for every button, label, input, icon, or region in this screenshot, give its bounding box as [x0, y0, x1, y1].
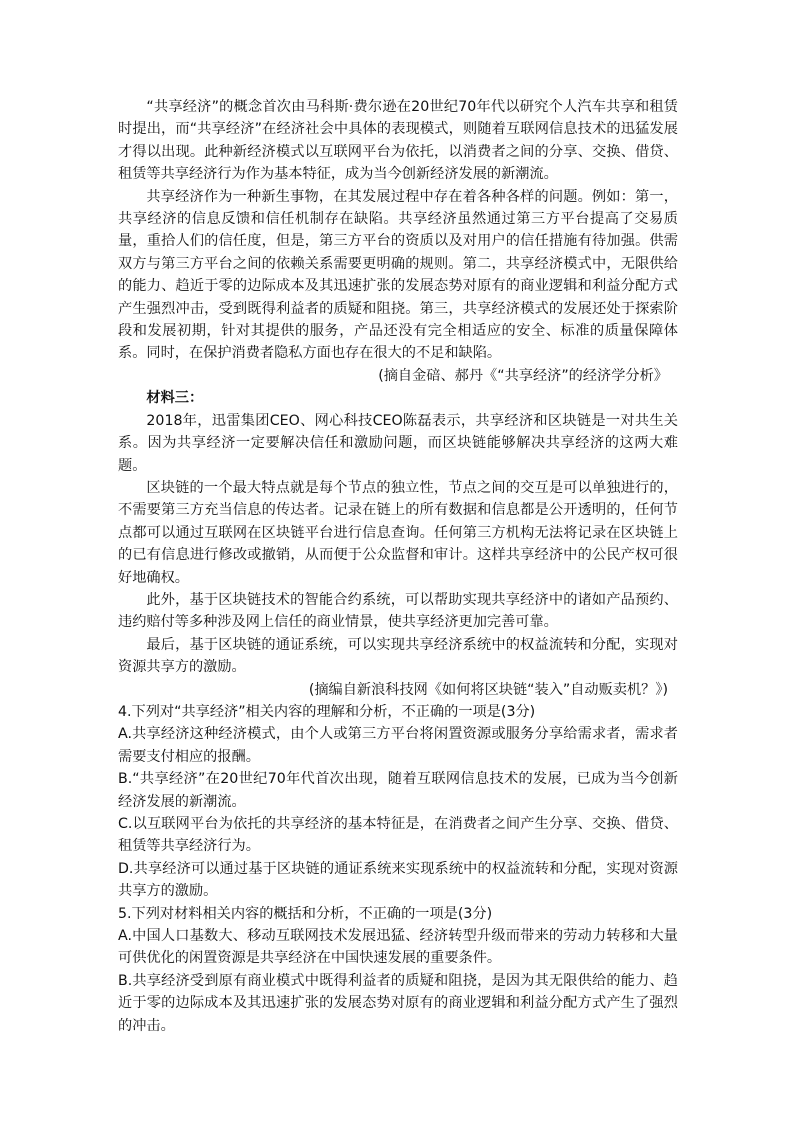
material3-source: (摘编自新浪科技网《如何将区块链“装入”自动贩卖机？》): [308, 681, 668, 698]
question-4-option-b: B.“共享经济”在20世纪70年代首次出现，随着互联网信息技术的发展，已成为当今创新经济发展的新潮流。: [118, 771, 678, 810]
material3-heading: 材料三：: [146, 390, 204, 407]
material3-paragraph-4: 最后，基于区块链的通证系统，可以实现共享经济系统中的权益流转和分配，实现对资源共享方的激励。: [118, 636, 678, 676]
material3-paragraph-1: 2018年，迅雷集团CEO、网心科技CEO陈磊表示，共享经济和区块链是一对共生关系。因为共享经济一定要解决信任和激励问题，而区块链能够解决共享经济的这两大难题。: [118, 412, 678, 474]
material3-paragraph-3: 此外，基于区块链技术的智能合约系统，可以帮助实现共享经济中的诸如产品预约、违约赔付等多种涉及网上信任的商业情景，使共享经济更加完善可靠。: [118, 591, 678, 631]
question-5-option-b: B.共享经济受到原有商业模式中既得利益者的质疑和阻挠，是因为其无限供给的能力、趋近于零的边际成本及其迅速扩张的发展态势对原有的商业逻辑和利益分配方式产生了强烈的冲击。: [118, 972, 678, 1034]
document-page: [118, 96, 678, 1037]
material2-source: (摘自金碚、郝丹《“共享经济”的经济学分析》: [378, 367, 668, 384]
material3-paragraph-2: 区块链的一个最大特点就是每个节点的独立性，节点之间的交互是可以单独进行的，不需要第三方充当信息的传达者。记录在链上的所有数据和信息都是公开透明的，任何节点都可以通过互联网在区块链平台进行信息查询。任何第三方机构无法将记录在区块链上的已有信息进行修改或撤销，从而便于公众监督和审计。这样共享经济中的公民产权可很好地确权。: [118, 479, 678, 586]
question-4-option-a: A.共享经济这种经济模式，由个人或第三方平台将闲置资源或服务分享给需求者，需求者需要支付相应的报酬。: [118, 726, 678, 765]
material2-paragraph-1: “共享经济”的概念首次由马科斯·费尔逊在20世纪70年代以研究个人汽车共享和租赁时提出，而“共享经济”在经济社会中具体的表现模式，则随着互联网信息技术的迅猛发展才得以出现。此种新经济模式以互联网平台为依托，以消费者之间的分享、交换、借贷、租赁等共享经济行为作为基本特征，成为当今创新经济发展的新潮流。: [118, 99, 678, 183]
material2-paragraph-2: 共享经济作为一种新生事物，在其发展过程中存在着各种各样的问题。例如：第一，共享经济的信息反馈和信任机制存在缺陷。共享经济虽然通过第三方平台提高了交易质量，重拾人们的信任度，但是，第三方平台的资质以及对用户的信任措施有待加强。供需双方与第三方平台之间的依赖关系需要更明确的规则。第二，共享经济模式中，无限供给的能力、趋近于零的边际成本及其迅速扩张的发展态势对原有的商业逻辑和利益分配方式产生强烈冲击，受到既得利益者的质疑和阻挠。第三，共享经济模式的发展还处于探索阶段和发展初期，针对其提供的服务，产品还没有完全相适应的安全、标准的质量保障体系。同时，在保护消费者隐私方面也存在很大的不足和缺陷。: [118, 188, 678, 362]
question-4-option-d: D.共享经济可以通过基于区块链的通证系统来实现系统中的权益流转和分配，实现对资源共享方的激励。: [118, 860, 678, 900]
question-4-option-c: C.以互联网平台为依托的共享经济的基本特征是，在消费者之间产生分享、交换、借贷、租赁等共享经济行为。: [118, 816, 678, 855]
question-4-stem: 4.下列对“共享经济”相关内容的理解和分析，不正确的一项是(3分): [118, 703, 536, 720]
question-5-option-a: A.中国人口基数大、移动互联网技术发展迅猛、经济转型升级而带来的劳动力转移和大量可供优化的闲置资源是共享经济在中国快速发展的重要条件。: [118, 928, 678, 967]
question-5-stem: 5.下列对材料相关内容的概括和分析，不正确的一项是(3分): [118, 905, 493, 922]
